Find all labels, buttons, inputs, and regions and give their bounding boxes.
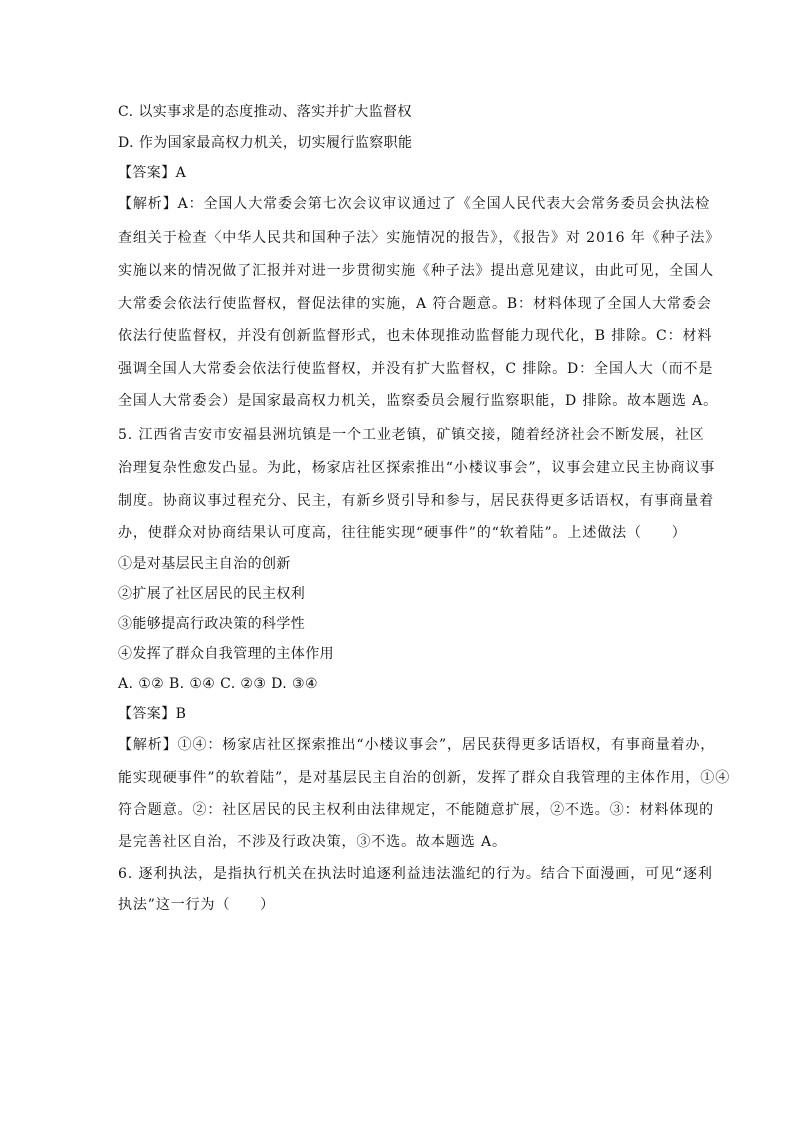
q4-analysis-line: 【解析】A：全国人大常委会第七次会议审议通过了《全国人民代表大会常务委员会执法检 (118, 196, 711, 212)
q5-stem-line: 治理复杂性愈发凸显。为此，杨家店社区探索推出“小楼议事会”，议事会建立民主协商议事 (118, 460, 716, 476)
q5-statement-1: ①是对基层民主自治的创新 (118, 556, 291, 572)
q5-analysis-line: 符合题意。②：社区居民的民主权利由法律规定，不能随意扩展，②不选。③：材料体现的 (118, 802, 714, 818)
q4-option-c: C. 以实事求是的态度推动、落实并扩大监督权 (118, 104, 412, 120)
q5-analysis-line: 能实现硬事件”的软着陆”，是对基层民主自治的创新，发挥了群众自我管理的主体作用，①④ (118, 770, 731, 786)
q5-choices: A. ①② B. ①④ C. ②③ D. ③④ (118, 676, 318, 692)
q5-statement-4: ④发挥了群众自我管理的主体作用 (118, 646, 334, 662)
q6-stem-line: 6. 逐利执法，是指执行机关在执法时追逐利益违法滥纪的行为。结合下面漫画，可见“逐利 (118, 866, 713, 882)
q4-analysis-line: 实施以来的情况做了汇报并对进一步贯彻实施《种子法》提出意见建议，由此可见，全国人 (118, 263, 714, 279)
q5-stem-line: 办，使群众对协商结果认可度高，往往能实现“硬事件”的“软着陆”。上述做法（ ） (118, 525, 687, 541)
q6-stem-line: 执法”这一行为（ ） (118, 897, 276, 913)
q5-answer: 【答案】B (118, 706, 187, 722)
q5-statement-3: ③能够提高行政决策的科学性 (118, 616, 306, 632)
q5-analysis-line: 是完善社区自治，不涉及行政决策，③不选。故本题选 A。 (118, 834, 507, 850)
q4-analysis-line: 强调全国人大常委会依法行使监督权，并没有扩大监督权，C 排除。D：全国人大（而不是 (118, 361, 714, 377)
q4-answer: 【答案】A (118, 165, 187, 181)
q5-stem-line: 制度。协商议事过程充分、民主，有新乡贤引导和参与，居民获得更多话语权，有事商量着 (118, 493, 714, 509)
q5-stem-line: 5. 江西省吉安市安福县洲坑镇是一个工业老镇，矿镇交接，随着经济社会不断发展，社区 (118, 427, 705, 443)
q4-analysis-line: 大常委会依法行使监督权，督促法律的实施，A 符合题意。B：材料体现了全国人大常委会 (118, 296, 712, 312)
q4-option-d: D. 作为国家最高权力机关，切实履行监察职能 (118, 135, 413, 151)
q4-analysis-line: 全国人大常委会）是国家最高权力机关，监察委员会履行监察职能，D 排除。故本题选 A。 (118, 393, 719, 409)
q5-analysis-line: 【解析】①④：杨家店社区探索推出“小楼议事会”，居民获得更多话语权，有事商量着办， (118, 737, 716, 753)
q4-analysis-line: 依法行使监督权，并没有创新监督形式，也未体现推动监督能力现代化，B 排除。C：材料 (118, 328, 713, 344)
q4-analysis-line: 查组关于检查〈中华人民共和国种子法〉实施情况的报告》，《报告》对 2016 年《种子法》 (118, 230, 721, 246)
q5-statement-2: ②扩展了社区居民的民主权利 (118, 586, 306, 602)
